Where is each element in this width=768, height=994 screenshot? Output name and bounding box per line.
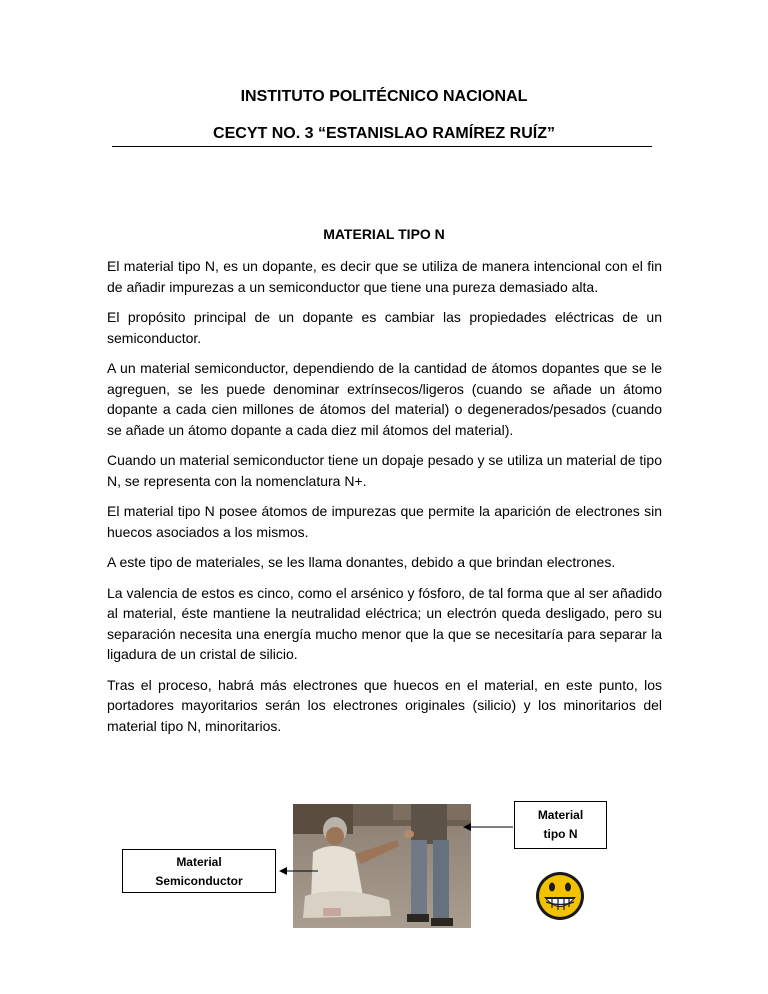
grinning-face-icon bbox=[535, 871, 585, 921]
school-title: CECYT NO. 3 “ESTANISLAO RAMÍREZ RUÍZ” bbox=[112, 125, 652, 147]
institution-title: INSTITUTO POLITÉCNICO NACIONAL bbox=[240, 88, 528, 105]
paragraph: El propósito principal de un dopante es cambiar las propiedades eléctricas de un semiconductor. bbox=[107, 309, 662, 346]
paragraph: Tras el proceso, habrá más electrones que huecos en el material, en este punto, los portadores mayoritarios serán los electrones originales (silicio) y los minoritarios del material tipo N, minoritarios. bbox=[107, 676, 662, 734]
paragraph: La valencia de estos es cinco, como el arsénico y fósforo, de tal forma que al ser añadido al material, éste mantiene la neutralidad eléctrica; un electrón queda desligado, pero su separación necesita una energía mucho menor que la que se necesitaría para separar la ligadura de un cristal de silicio. bbox=[107, 584, 662, 662]
paragraph: El material tipo N, es un dopante, es decir que se utiliza de manera intencional con el fin de añadir impurezas a un semiconductor que tiene una pureza demasiado alta. bbox=[107, 258, 662, 295]
paragraph: A este tipo de materiales, se les llama donantes, debido a que brindan electrones. bbox=[107, 554, 616, 570]
paragraph: A un material semiconductor, dependiendo de la cantidad de átomos dopantes que se le agreguen, se les puede denominar extrínsecos/ligeros (cuando se añade un átomo dopante a cada cien millones de átomos del material) o degenerados/pesados (cuando se añade un átomo dopante a cada diez mil átomos del material). bbox=[107, 360, 662, 438]
label-material-tipo-n: Material tipo N bbox=[514, 801, 607, 849]
paragraph: Cuando un material semiconductor tiene un dopaje pesado y se utiliza un material de tipo N, se representa con la nomenclatura N+. bbox=[107, 452, 662, 489]
section-title: MATERIAL TIPO N bbox=[323, 226, 445, 242]
paragraph: El material tipo N posee átomos de impurezas que permite la aparición de electrones sin huecos asociados a los mismos. bbox=[107, 503, 662, 540]
label-material-semiconductor: Material Semiconductor bbox=[122, 849, 276, 893]
